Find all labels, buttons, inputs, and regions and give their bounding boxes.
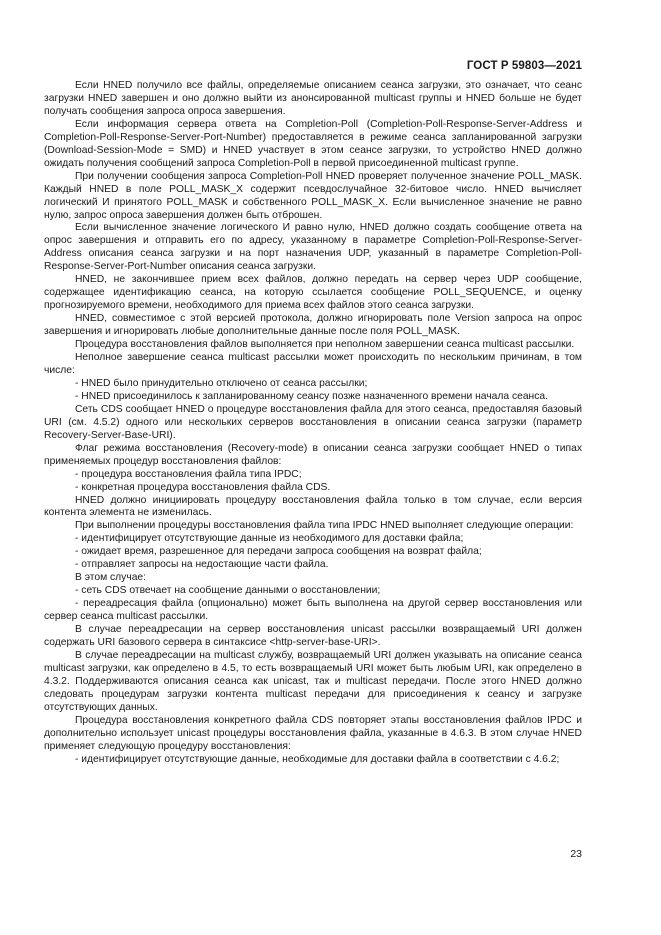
paragraph: Процедура восстановления конкретного файла CDS повторяет этапы восстановления файлов IPDC и дополнительно использует unicast процедуры восстановления файла, указанные в 4.6.3. В этом случае HNED применяет следующую процедуру восстановления: xyxy=(44,714,582,752)
body-text xyxy=(44,80,582,767)
paragraph: Неполное завершение сеанса multicast рассылки может происходить по нескольким причинам, в том числе: xyxy=(44,352,582,376)
paragraph: В этом случае: xyxy=(75,572,147,584)
document-standard-id: ГОСТ Р 59803—2021 xyxy=(466,60,582,72)
list-item: - сеть CDS отвечает на сообщение данными о восстановлении; xyxy=(75,585,381,597)
list-item: - идентифицирует отсутствующие данные из необходимого для доставки файла; xyxy=(75,533,464,545)
paragraph: Если HNED получило все файлы, определяемые описанием сеанса загрузки, это означает, что сеанс загрузки HNED завершен и оно должно выйти из анонсированной multicast группы и HNED больше не будет получать сообщения запроса опроса завершения. xyxy=(44,80,582,117)
paragraph: Флаг режима восстановления (Recovery-mode) в описании сеанса загрузки сообщает HNED о типах применяемых процедур восстановления файлов: xyxy=(44,442,582,467)
page-number: 23 xyxy=(570,848,582,860)
paragraph: В случае переадресации на multicast службу, возвращаемый URI должен указывать на описание сеанса multicast загрузки, как определено в 4.5, то есть возвращаемый URI может быть любым URI, как определено в 4.3.2. Поддерживаются описания сеанса как unicast, так и multicast передачи. После этого HNED должно следовать процедурам загрузки контента multicast передачи для присоединения к сеансу и загрузке отсутствующих данных. xyxy=(44,649,582,713)
list-item: - отправляет запросы на недостающие части файла. xyxy=(75,559,329,571)
paragraph: HNED, не закончившее прием всех файлов, должно передать на сервер через UDP сообщение, содержащее идентификацию сеанса, на которую ссылается сообщение POLL_SEQUENCE, и оценку прогнозируемого времени, необходимого для приема всех файлов этого сеанса загрузки. xyxy=(44,274,582,312)
list-item: - идентифицирует отсутствующие данные, необходимые для доставки файла в соответствии с 4.6.2; xyxy=(75,753,560,765)
list-item: - HNED присоединилось к запланированному сеансу позже назначенного времени начала сеанса. xyxy=(75,390,548,402)
list-item: - ожидает время, разрешенное для передачи запроса сообщения на возврат файла; xyxy=(75,546,482,558)
paragraph: HNED, совместимое с этой версией протокола, должно игнорировать поле Version запроса на опрос завершения и игнорировать любые дополнительные данные после поля POLL_MASK. xyxy=(44,313,582,338)
paragraph: Процедура восстановления файлов выполняется при неполном завершении сеанса multicast рассылки. xyxy=(75,339,575,351)
paragraph: Если информация сервера ответа на Completion-Poll (Completion-Poll-Response-Server-Address и Completion-Poll-Response-Server-Port-Number) предоставляется в режиме сеанса запланированной загрузки (Download-Session-Mode = SMD) и HNED участвует в этом сеансе загрузки, то устройство HNED должно ожидать получения сообщений запроса Completion-Poll в первой присоединенной multicast группе. xyxy=(44,118,582,169)
paragraph: При выполнении процедуры восстановления файла типа IPDC HNED выполняет следующие операции: xyxy=(75,520,574,532)
paragraph: Если вычисленное значение логического И равно нулю, HNED должно создать сообщение ответа на опрос завершения и отправить его по адресу, указанному в параметре Completion-Poll-Response-Server-Address описания сеанса загрузки и на порт назначения UDP, указанный в параметре Completion-Poll-Response-Server-Port-Number описания сеанса загрузки. xyxy=(44,222,582,273)
paragraph: В случае переадресации на сервер восстановления unicast рассылки возвращаемый URI должен содержать URI базового сервера в синтаксисе <http-server-base-URI>. xyxy=(44,624,582,648)
list-item: - HNED было принудительно отключено от сеанса рассылки; xyxy=(75,377,368,389)
paragraph: HNED должно инициировать процедуру восстановления файла только в том случае, если версия контента элемента не изменилась. xyxy=(44,494,582,519)
list-item: - процедура восстановления файла типа IPDC; xyxy=(75,468,302,480)
paragraph: Сеть CDS сообщает HNED о процедуре восстановления файла для этого сеанса, предоставляя базовый URI (см. 4.5.2) одного или нескольких серверов восстановления в описании сеанса загрузки (параметр Recovery-Server-Base-URI). xyxy=(44,403,582,441)
list-item: - конкретная процедура восстановления файла CDS. xyxy=(75,481,331,493)
list-item: - переадресация файла (опционально) может быть выполнена на другой сервер восстановления или сервер сеанса multicast рассылки. xyxy=(44,598,582,623)
paragraph: При получении сообщения запроса Completion-Poll HNED проверяет полученное значение POLL_MASK. Каждый HNED в поле POLL_MASK_X содержит псевдослучайное 32-битовое число. HNED вычисляет логический И принятого POLL_MASK и собственного POLL_MASK_X. Если вычисленное значение не равно нулю, запрос опроса завершения должен быть отброшен. xyxy=(44,170,582,221)
